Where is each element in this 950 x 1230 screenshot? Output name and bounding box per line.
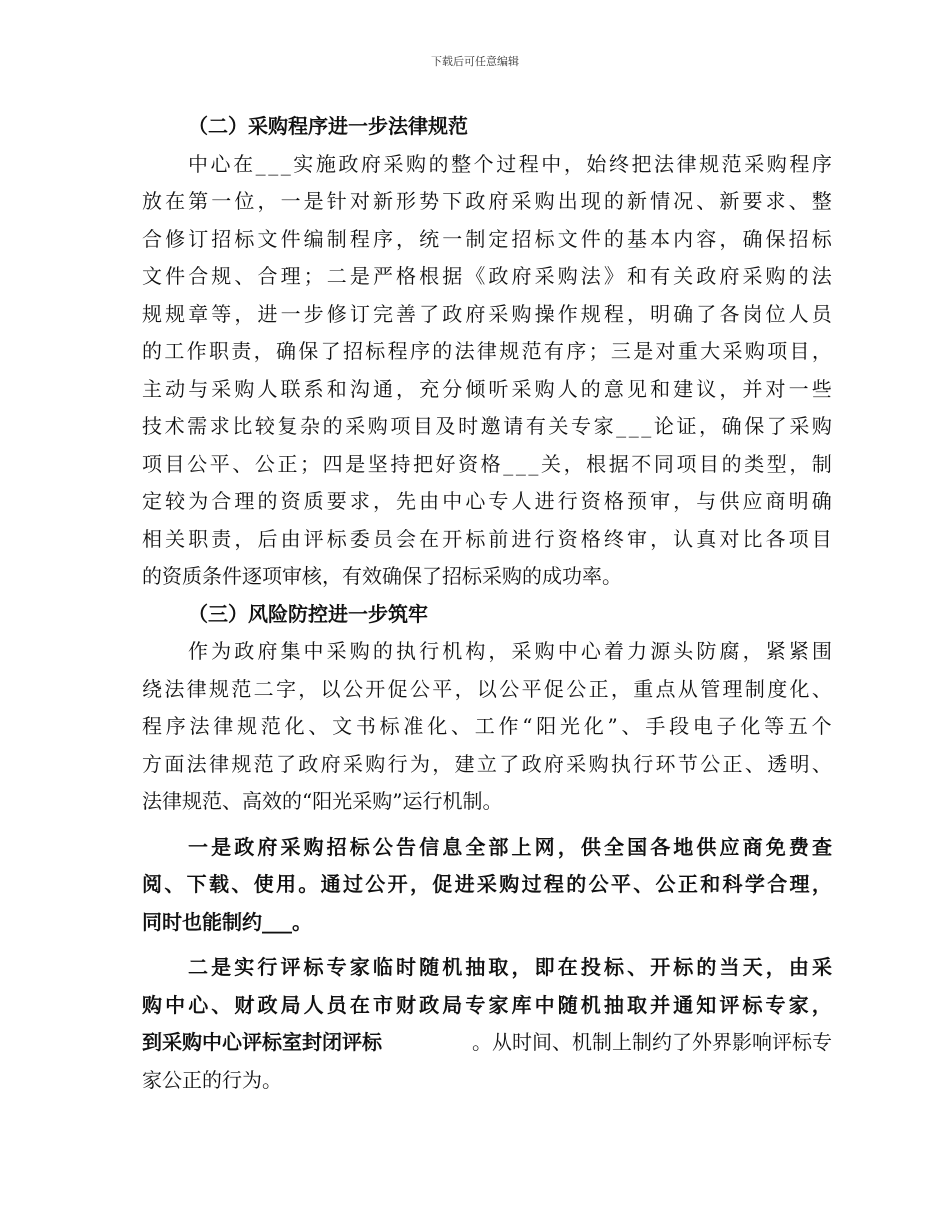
page-header: 下载后可任意编辑	[431, 55, 519, 68]
paragraph-line: 技 术 需 求 比 较 复 杂 的 采 购 项 目 及 时 邀 请 有 关 专 家 _ _ _ 论 证 ， 确 保 了 采 购	[142, 414, 832, 438]
paragraph-line: 的资质条件逐项审核，有效确保了招标采购的成功率。	[142, 564, 622, 588]
paragraph-line: 一 是 政 府 采 购 招 标 公 告 信 息 全 部 上 网 ， 供 全 国 各 地 供 应 商 免 费 查	[188, 834, 832, 859]
document-body	[142, 108, 832, 1099]
point-1-paragraph	[142, 829, 832, 942]
paragraph-line: 法律规范、高效的“阳光采购”运行机制。	[142, 789, 503, 813]
section-2-paragraph	[142, 146, 832, 596]
point-2-paragraph	[142, 949, 832, 1099]
section-3-paragraph	[142, 633, 832, 821]
paragraph-line: 绕 法 律 规 范 二 字 ， 以 公 开 促 公 平 ， 以 公 平 促 公 正 ， 重 点 从 管 理 制 度 化 、	[142, 676, 832, 701]
paragraph-line: 同时也能制约___。	[142, 909, 312, 934]
paragraph-line: 程 序 法 律 规 范 化 、 文 书 标 准 化 、 工 作 “ 阳 光 化 ” 、 手 段 电 子 化 等 五 个	[142, 714, 832, 738]
paragraph-line: 主 动 与 采 购 人 联 系 和 沟 通 ， 充 分 倾 听 采 购 人 的 意 见 和 建 议 ， 并 对 一 些	[142, 376, 832, 401]
paragraph-line: 项 目 公 平 、 公 正 ； 四 是 坚 持 把 好 资 格 _ _ _ 关 ， 根 据 不 同 项 目 的 类 型 ， 制	[142, 451, 832, 476]
section-heading-2: （二）采购程序进一步法律规范	[188, 114, 468, 138]
section-heading-3: （三）风险防控进一步筑牢	[188, 601, 428, 626]
paragraph-line: 放 在 第 一 位 ， 一 是 针 对 新 形 势 下 政 府 采 购 出 现 的 新 情 况 、 新 要 求 、 整	[142, 189, 832, 213]
paragraph-line-mixed	[142, 1024, 832, 1062]
paragraph-line: 作 为 政 府 集 中 采 购 的 执 行 机 构 ， 采 购 中 心 着 力 源 头 防 腐 ， 紧 紧 围	[188, 639, 832, 663]
paragraph-line: 中 心 在 _ _ _ 实 施 政 府 采 购 的 整 个 过 程 中 ， 始 终 把 法 律 规 范 采 购 程 序	[188, 151, 832, 176]
paragraph-line: 合 修 订 招 标 文 件 编 制 程 序 ， 统 一 制 定 招 标 文 件 的 基 本 内 容 ， 确 保 招 标	[142, 226, 832, 251]
paragraph-line: 阅 、 下 载 、 使 用 。 通 过 公 开 ， 促 进 采 购 过 程 的 公 平 、 公 正 和 科 学 合 理 ，	[142, 872, 832, 896]
paragraph-line: 文 件 合 规 、 合 理 ； 二 是 严 格 根 据 《 政 府 采 购 法 》 和 有 关 政 府 采 购 的 法	[142, 264, 832, 288]
normal-segment: 。从时间、机制上制约了外界影响评标专	[472, 1030, 832, 1054]
paragraph-line: 的 工 作 职 责 ， 确 保 了 招 标 程 序 的 法 律 规 范 有 序 ； 三 是 对 重 大 采 购 项 目 ，	[142, 339, 832, 363]
paragraph-line: 方 面 法 律 规 范 了 政 府 采 购 行 为 ， 建 立 了 政 府 采 购 执 行 环 节 公 正 、 透 明 、	[142, 751, 832, 776]
paragraph-line: 购 中 心 、 财 政 局 人 员 在 市 财 政 局 专 家 库 中 随 机 抽 取 并 通 知 评 标 专 家 ，	[142, 992, 832, 1017]
paragraph-line: 相 关 职 责 ， 后 由 评 标 委 员 会 在 开 标 前 进 行 资 格 终 审 ， 认 真 对 比 各 项 目	[142, 526, 832, 551]
bold-segment: 到采购中心评标室封闭评标	[142, 1030, 382, 1054]
paragraph-line: 定 较 为 合 理 的 资 质 要 求 ， 先 由 中 心 专 人 进 行 资 格 预 审 ， 与 供 应 商 明 确	[142, 489, 832, 513]
paragraph-line: 家公正的行为。	[142, 1067, 282, 1092]
paragraph-line: 二 是 实 行 评 标 专 家 临 时 随 机 抽 取 ， 即 在 投 标 、 开 标 的 当 天 ， 由 采	[188, 955, 832, 979]
paragraph-line: 规 规 章 等 ， 进 一 步 修 订 完 善 了 政 府 采 购 操 作 规 程 ， 明 确 了 各 岗 位 人 员	[142, 301, 832, 326]
